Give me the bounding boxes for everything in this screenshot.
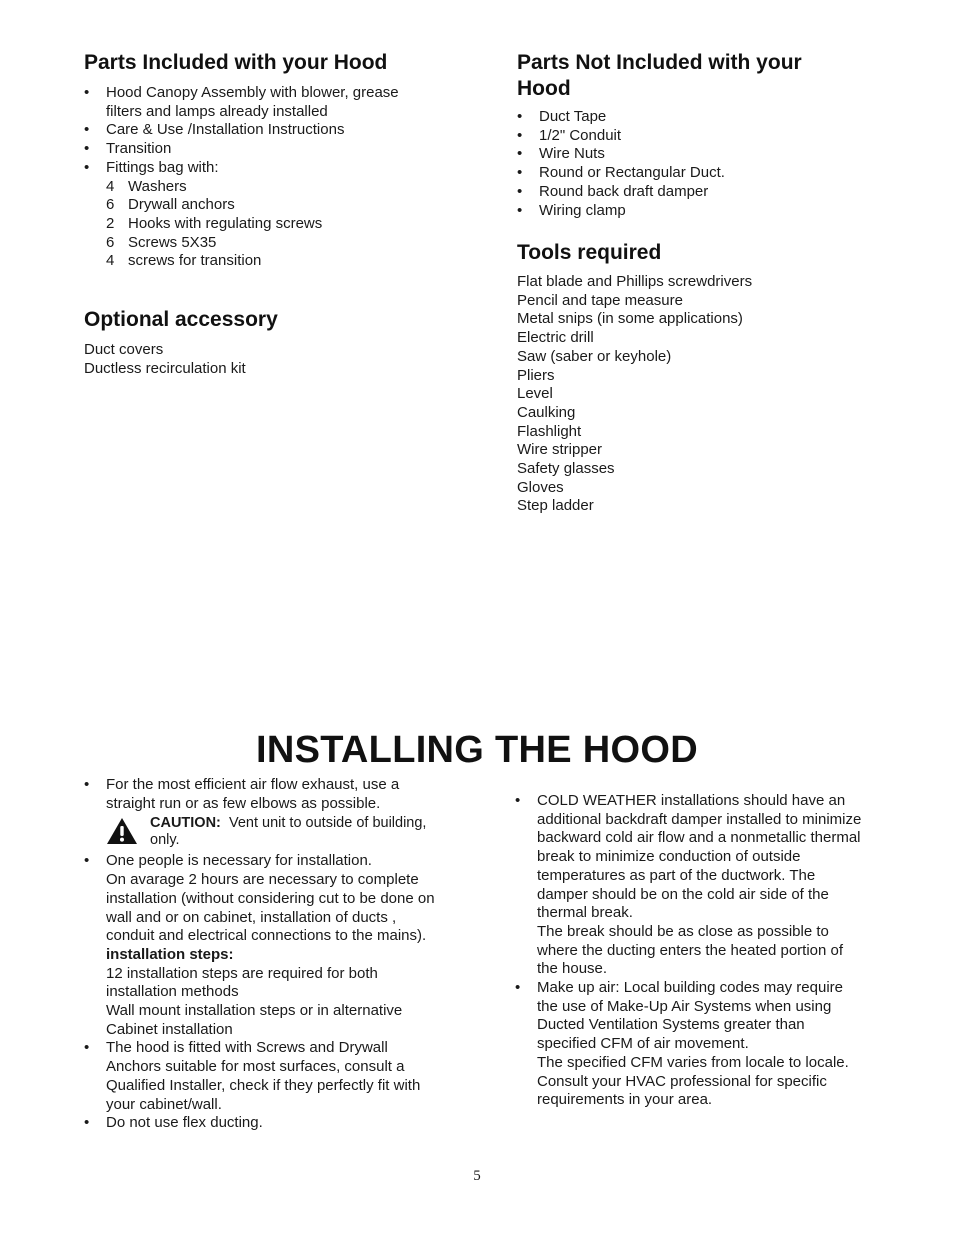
caution-label: CAUTION:	[150, 815, 221, 832]
installation-steps-label: installation steps:	[106, 945, 234, 963]
fitting-row: 2 Hooks with regulating screws	[106, 214, 323, 232]
list-item: Flat blade and Phillips screwdrivers	[517, 273, 753, 290]
list-item: • Hood Canopy Assembly with blower, grease filters and lamps already installed	[84, 84, 424, 121]
list-item: • Transition	[84, 140, 424, 159]
list-item: • For the most efficient air flow exhaust, use a straight run or as few elbows as possible. CAUTION: Vent unit to outside of building, only.	[84, 776, 440, 848]
list-item: • Duct Tape	[517, 108, 877, 127]
fitting-row: 4 Washers	[106, 177, 187, 195]
list-item: Pencil and tape measure	[517, 291, 683, 309]
tools-required-section	[517, 240, 877, 516]
list-item: Step ladder	[517, 497, 594, 515]
fittings-label: • Fittings bag with:	[106, 158, 219, 176]
list-item: Caulking	[517, 403, 576, 421]
list-item	[84, 159, 424, 271]
list-item: Ductless recirculation kit	[84, 359, 246, 377]
installing-left-column	[84, 776, 440, 1133]
installing-left-list	[84, 776, 440, 1133]
optional-accessory-heading: Optional accessory	[84, 308, 278, 331]
installing-right-list	[515, 792, 865, 1110]
caution-text: CAUTION: Vent unit to outside of building, only.	[150, 815, 427, 848]
list-item: Flashlight	[517, 422, 582, 440]
list-item: • Wiring clamp	[517, 202, 877, 221]
list-item: • COLD WEATHER installations should have an additional backdraft damper installed to minimize backward cold air flow and a nonmetallic thermal break to minimize conduction of outside temperatures as part of the ductwork. The damper should be on the cold air side of the thermal break. The break should be as close as possible to where the ducting enters the heated portion of the house.	[515, 792, 865, 979]
list-item: • Do not use flex ducting.	[84, 1114, 440, 1133]
installing-right-column	[515, 792, 865, 1110]
optional-accessory-section	[84, 307, 424, 378]
tools-required-heading: Tools required	[517, 241, 662, 264]
parts-included-heading: Parts Included with your Hood	[84, 51, 388, 74]
list-item: Gloves	[517, 478, 564, 496]
list-item: Metal snips (in some applications)	[517, 310, 743, 328]
list-item: Saw (saber or keyhole)	[517, 347, 672, 365]
parts-not-included-list	[517, 108, 877, 220]
warning-triangle-icon	[106, 817, 138, 845]
list-item: • The hood is fitted with Screws and Drywall Anchors suitable for most surfaces, consult a Qualified Installer, check if they perfectly fit with your cabinet/wall.	[84, 1039, 440, 1114]
list-item: • Round or Rectangular Duct.	[517, 164, 877, 183]
list-item: • 1/2" Conduit	[517, 127, 877, 146]
list-item: Wire stripper	[517, 441, 603, 459]
parts-included-section	[84, 50, 424, 271]
parts-not-included-section	[517, 50, 877, 220]
list-item: • Care & Use /Installation Instructions	[84, 121, 424, 140]
fitting-row: 6 Drywall anchors	[106, 196, 235, 214]
list-item: Duct covers	[84, 341, 164, 358]
list-item: Safety glasses	[517, 460, 615, 478]
page-number: 5	[473, 1168, 481, 1184]
list-item: • Make up air: Local building codes may require the use of Make-Up Air Systems when using Ducted Ventilation Systems greater than specified CFM of air movement. The specified CFM varies from locale to locale. Consult your HVAC professional for specific requirements in your area.	[515, 979, 865, 1110]
caution-note	[106, 815, 440, 848]
parts-included-list	[84, 84, 424, 271]
list-item: • Wire Nuts	[517, 145, 877, 164]
list-item: Electric drill	[517, 329, 594, 347]
list-item: • One people is necessary for installation. On avarage 2 hours are necessary to complete installation (without considering cut to be done on wall and or on cabinet, installation of ducts , conduit and electrical connections to the mains). installation steps: 12 installation steps are required for both installation methods Wall mount installation steps or in alternative Cabinet installation	[84, 852, 440, 1039]
list-item: • Round back draft damper	[517, 183, 877, 202]
list-item: Pliers	[517, 366, 555, 384]
parts-not-included-heading: Parts Not Included with your Hood	[517, 51, 802, 100]
page-title: INSTALLING THE HOOD	[256, 729, 698, 771]
fitting-row: 6 Screws 5X35	[106, 233, 217, 251]
list-item: Level	[517, 385, 553, 403]
fitting-row: 4 screws for transition	[106, 252, 262, 270]
